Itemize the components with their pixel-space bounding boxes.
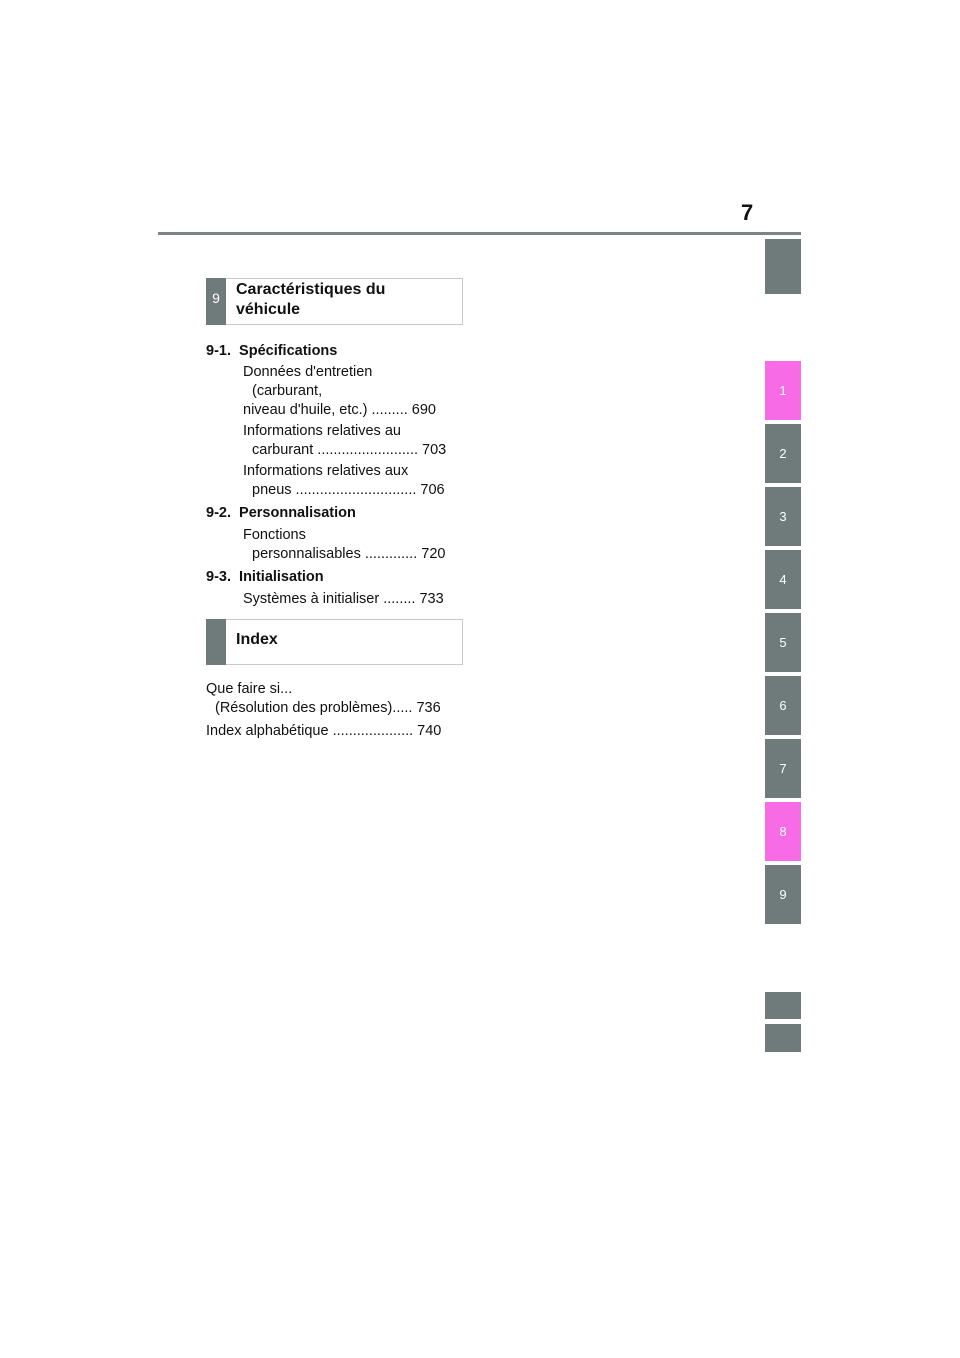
- subsection-heading[interactable]: 9-2. Personnalisation: [206, 505, 356, 521]
- chapter-tab-2[interactable]: 2: [765, 424, 801, 483]
- section-number: 9: [206, 278, 226, 325]
- toc-entry[interactable]: Que faire si...: [206, 681, 293, 697]
- toc-entry-cont[interactable]: (Résolution des problèmes)..... 736: [215, 700, 441, 716]
- chapter-tab-1[interactable]: 1: [765, 361, 801, 420]
- toc-entry[interactable]: Données d'entretien: [243, 364, 373, 380]
- toc-entry-cont[interactable]: personnalisables ............. 720: [252, 546, 446, 562]
- toc-entry-cont[interactable]: pneus .............................. 706: [252, 482, 445, 498]
- index-title: Index: [236, 631, 278, 648]
- section-9-header: [206, 278, 463, 325]
- toc-entry[interactable]: Systèmes à initialiser ........ 733: [243, 591, 444, 607]
- subsection-heading[interactable]: 9-1. Spécifications: [206, 343, 338, 359]
- chapter-tab-index-b[interactable]: [765, 1024, 801, 1052]
- chapter-tab-6[interactable]: 6: [765, 676, 801, 735]
- toc-entry[interactable]: Fonctions: [243, 527, 306, 543]
- index-header: [206, 619, 463, 665]
- toc-entry-cont[interactable]: (carburant,: [252, 383, 323, 399]
- chapter-tab-5[interactable]: 5: [765, 613, 801, 672]
- chapter-tab-4[interactable]: 4: [765, 550, 801, 609]
- chapter-tab-8[interactable]: 8: [765, 802, 801, 861]
- toc-entry-cont[interactable]: carburant ......................... 703: [252, 442, 447, 458]
- subsection-heading[interactable]: 9-3. Initialisation: [206, 569, 324, 585]
- chapter-tab-3[interactable]: 3: [765, 487, 801, 546]
- chapter-tab-9[interactable]: 9: [765, 865, 801, 924]
- page-number: 7: [741, 200, 754, 225]
- section-title: Caractéristiques du véhicule: [236, 281, 386, 318]
- header-rule: [158, 232, 801, 235]
- chapter-tab-index-a[interactable]: [765, 992, 801, 1019]
- chapter-tab-7[interactable]: 7: [765, 739, 801, 798]
- index-bar: [206, 619, 226, 665]
- toc-entry-cont[interactable]: niveau d'huile, etc.) ......... 690: [243, 402, 436, 418]
- toc-entry[interactable]: Index alphabétique .................... 740: [206, 723, 442, 739]
- chapter-tab-top[interactable]: [765, 239, 801, 294]
- toc-entry[interactable]: Informations relatives aux: [243, 463, 409, 479]
- toc-entry[interactable]: Informations relatives au: [243, 423, 401, 439]
